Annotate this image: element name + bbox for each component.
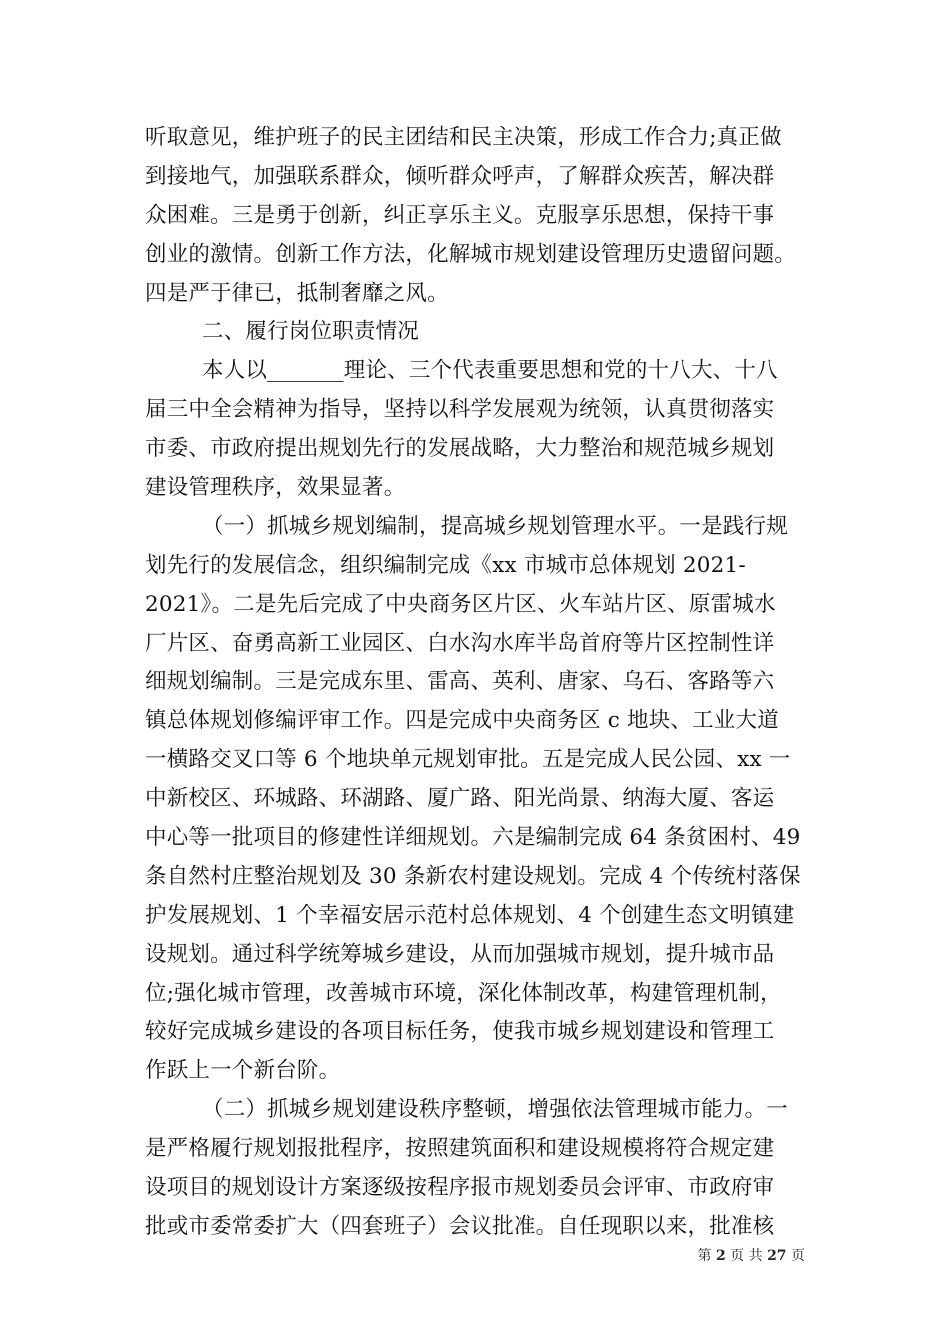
footer-suffix: 页 [791,1248,805,1264]
text-line: 2021》。二是先后完成了中央商务区片区、火车站片区、原雷城水 [145,591,776,617]
text-line: 护发展规划、1 个幸福安居示范村总体规划、4 个创建生态文明镇建 [145,902,795,928]
total-page-number: 27 [767,1248,787,1264]
text-line: 作跃上一个新台阶。 [145,1058,341,1084]
paragraph-first-line: 二、履行岗位职责情况 [202,319,420,345]
text-line: 中新校区、环城路、环湖路、厦广路、阳光尚景、纳海大厦、客运 [145,786,775,812]
text-line: 听取意见，维护班子的民主团结和民主决策，形成工作合力;真正做 [145,125,782,150]
text-line: 条自然村庄整治规划及 30 条新农村建设规划。完成 4 个传统村落保 [145,863,801,889]
text-line: 中心等一批项目的修建性详细规划。六是编制完成 64 条贫困村、49 [145,825,801,851]
text-line: 划先行的发展信念，组织编制完成《xx 市城市总体规划 2021- [145,552,746,578]
footer-prefix: 第 [697,1248,712,1264]
paragraph-first-line: （一）抓城乡规划编制，提高城乡规划管理水平。一是践行规 [202,513,788,539]
text-line: 众困难。三是勇于创新，纠正享乐主义。克服享乐思想，保持干事 [145,202,775,228]
text-line: 创业的激情。创新工作方法，化解城市规划建设管理历史遗留问题。 [145,241,797,267]
text-line: 市委、市政府提出规划先行的发展战略，大力整治和规范城乡规划 [145,436,775,462]
body-text [145,119,825,1247]
text-line: 批或市委常委扩大（四套班子）会议批准。自任现职以来，批准核 [145,1213,775,1239]
text-line: 建设管理秩序，效果显著。 [145,475,406,501]
footer-middle: 页 共 [730,1248,763,1264]
text-line: 镇总体规划修编评审工作。四是完成中央商务区 c 地块、工业大道 [145,708,779,734]
text-line: 位;强化城市管理，改善城市环境，深化体制改革，构建管理机制， [145,980,782,1006]
text-line: 设项目的规划设计方案逐级按程序报市规划委员会评审、市政府审 [145,1175,775,1201]
page-footer [0,1245,805,1265]
text-line: 届三中全会精神为指导，坚持以科学发展观为统领，认真贯彻落实 [145,397,775,423]
text-line: 一横路交叉口等 6 个地块单元规划审批。五是完成人民公园、xx 一 [145,747,791,773]
text-line: 设规划。通过科学统筹城乡建设，从而加强城市规划，提升城市品 [145,941,775,967]
text-line: 细规划编制。三是完成东里、雷高、英利、唐家、乌石、客路等六 [145,669,775,695]
paragraph-first-line: 本人以_______理论、三个代表重要思想和党的十八大、十八 [202,358,778,384]
text-line: 较好完成城乡建设的各项目标任务，使我市城乡规划建设和管理工 [145,1019,775,1045]
paragraph-first-line: （二）抓城乡规划建设秩序整顿，增强依法管理城市能力。一 [202,1097,788,1123]
text-line: 厂片区、奋勇高新工业园区、白水沟水库半岛首府等片区控制性详 [145,630,775,656]
text-line: 是严格履行规划报批程序，按照建筑面积和建设规模将符合规定建 [145,1136,775,1162]
text-line: 四是严于律已，抵制奢靡之风。 [145,280,449,306]
text-line: 到接地气，加强联系群众，倾听群众呼声，了解群众疾苦，解决群 [145,163,775,189]
current-page-number: 2 [715,1248,726,1264]
